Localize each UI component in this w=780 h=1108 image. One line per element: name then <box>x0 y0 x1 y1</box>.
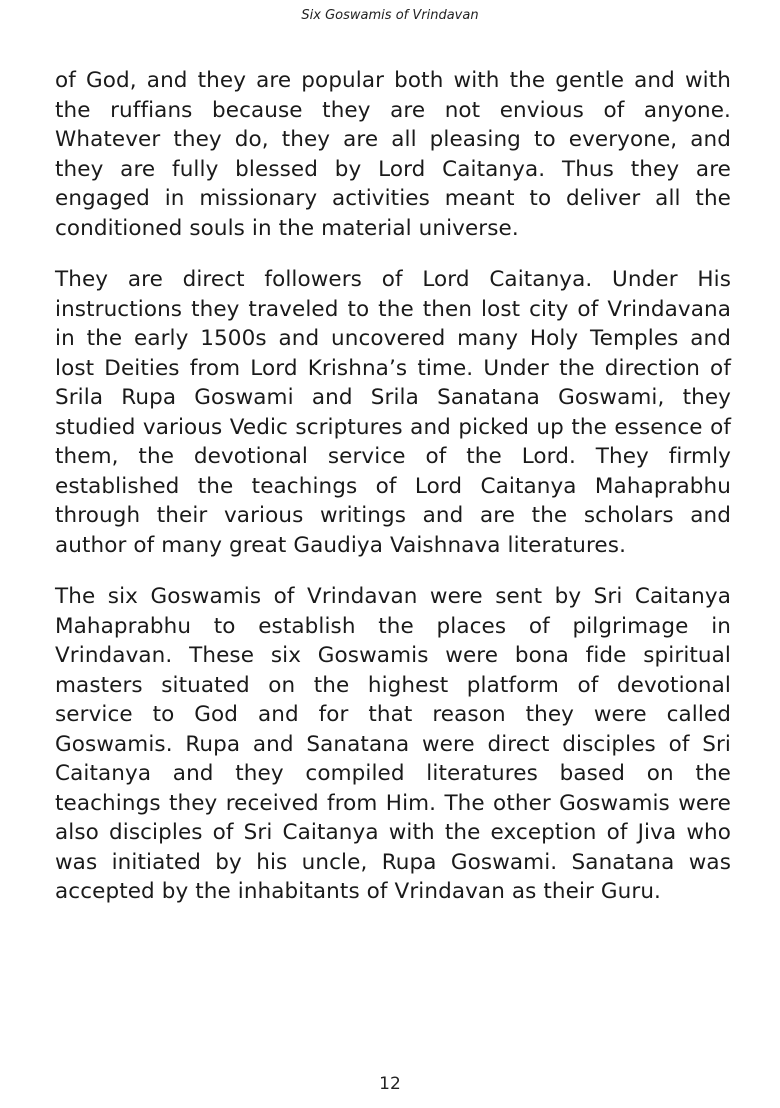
paragraph: of God, and they are popular both with the gentle and with the ruffians because they are not envious of anyone. Whatever they do, they are all pleasing to everyone, and they are fully blessed by Lord Caitanya. Thus they are engaged in missionary activities meant to deliver all the conditioned souls in the material universe. <box>55 68 731 241</box>
paragraph: They are direct followers of Lord Caitanya. Under His instructions they traveled to the then lost city of Vrindavana in the early 1500s and uncovered many Holy Temples and lost Deities from Lord Krishna’s time. Under the direction of Srila Rupa Goswami and Srila Sanatana Goswami, they studied various Vedic scriptures and picked up the essence of them, the devotional service of the Lord. They firmly established the teachings of Lord Caitanya Mahaprabhu through their various writings and are the scholars and author of many great Gaudiya Vaishnava literatures. <box>55 267 731 558</box>
running-header: Six Goswamis of Vrindavan <box>301 8 479 23</box>
paragraph: The six Goswamis of Vrindavan were sent by Sri Caitanya Mahaprabhu to establish the places of pilgrimage in Vrindavan. These six Goswamis were bona fide spiritual masters situated on the highest platform of devotional service to God and for that reason they were called Goswamis. Rupa and Sanatana were direct disciples of Sri Caitanya and they compiled literatures based on the teachings they received from Him. The other Goswamis were also disciples of Sri Caitanya with the exception of Jiva who was initiated by his uncle, Rupa Goswami. Sanatana was accepted by the inhabitants of Vrindavan as their Guru. <box>55 584 731 904</box>
page-body <box>55 66 731 929</box>
page-number: 12 <box>379 1074 401 1094</box>
